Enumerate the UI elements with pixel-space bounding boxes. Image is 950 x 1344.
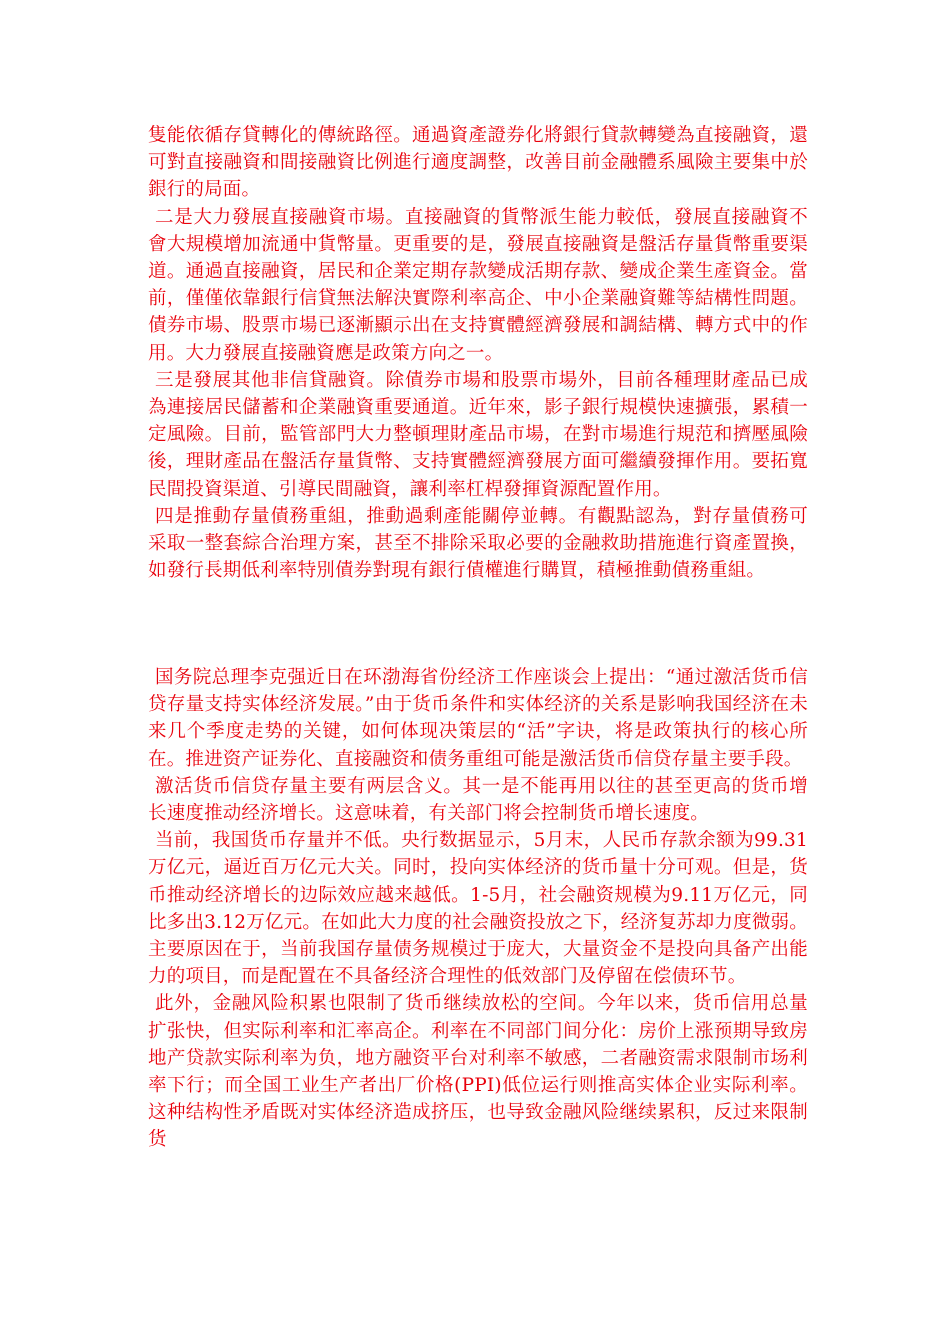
- paragraph: 此外，金融风险积累也限制了货币继续放松的空间。今年以来，货币信用总量扩张快，但实际利率和汇率高企。利率在不同部门间分化：房价上涨预期导致房地产贷款实际利率为负，地方融资平台对利率不敏感，二者融资需求限制市场利率下行；而全国工业生产者出厂价格(PPI)低位运行则推高实体企业实际利率。这种结构性矛盾既对实体经济造成挤压，也导致金融风险继续累积，反过来限制货: [148, 993, 808, 1151]
- paragraph: 三是發展其他非信貸融資。除債券市場和股票市場外，目前各種理財產品已成為連接居民儲蓄和企業融資重要通道。近年來，影子銀行規模快速擴張，累積一定風險。目前，監管部門大力整頓理財產品市場，在對市場進行規范和擠壓風險後，理財產品在盤活存量貨幣、支持實體經濟發展方面可繼續發揮作用。要拓寬民間投資渠道、引導民間融資，讓利率杠桿發揮資源配置作用。: [148, 369, 808, 500]
- paragraph: 当前，我国货币存量并不低。央行数据显示，5月末，人民币存款余额为99.31万亿元，逼近百万亿元大关。同时，投向实体经济的货币量十分可观。但是，货币推动经济增长的边际效应越来越低。1-5月，社会融资规模为9.11万亿元，同比多出3.12万亿元。在如此大力度的社会融资投放之下，经济复苏却力度微弱。主要原因在于，当前我国存量债务规模过于庞大，大量资金不是投向具备产出能力的项目，而是配置在不具备经济合理性的低效部门及停留在偿债环节。: [148, 830, 808, 988]
- paragraph: 二是大力發展直接融資市場。直接融資的貨幣派生能力較低，發展直接融資不會大規模增加流通中貨幣量。更重要的是，發展直接融資是盤活存量貨幣重要渠道。通過直接融資，居民和企業定期存款變成活期存款、變成企業生產資金。當前，僅僅依靠銀行信貸無法解決實際利率高企、中小企業融資難等結構性問題。債券市場、股票市場已逐漸顯示出在支持實體經濟發展和調結構、轉方式中的作用。大力發展直接融資應是政策方向之一。: [148, 206, 808, 364]
- traditional-chinese-section: [148, 122, 808, 584]
- simplified-chinese-section: [148, 664, 808, 1154]
- paragraph: 国务院总理李克强近日在环渤海省份经济工作座谈会上提出：“通过激活货币信贷存量支持实体经济发展。”由于货币条件和实体经济的关系是影响我国经济在未来几个季度走势的关键，如何体现决策层的“活”字诀，将是政策执行的核心所在。推进资产证券化、直接融资和债务重组可能是激活货币信贷存量主要手段。: [148, 667, 808, 770]
- paragraph: 激活货币信贷存量主要有两层含义。其一是不能再用以往的甚至更高的货币增长速度推动经济增长。这意味着，有关部门将会控制货币增长速度。: [148, 775, 808, 825]
- paragraph: 隻能依循存貸轉化的傳統路徑。通過資產證券化將銀行貸款轉變為直接融資，還可對直接融資和間接融資比例進行適度調整，改善目前金融體系風險主要集中於銀行的局面。: [148, 125, 808, 201]
- paragraph: 四是推動存量債務重組，推動過剩產能關停並轉。有觀點認為，對存量債務可采取一整套綜合治理方案，甚至不排除采取必要的金融救助措施進行資產置換，如發行長期低利率特別債券對現有銀行債權進行購買，積極推動債務重組。: [148, 505, 808, 582]
